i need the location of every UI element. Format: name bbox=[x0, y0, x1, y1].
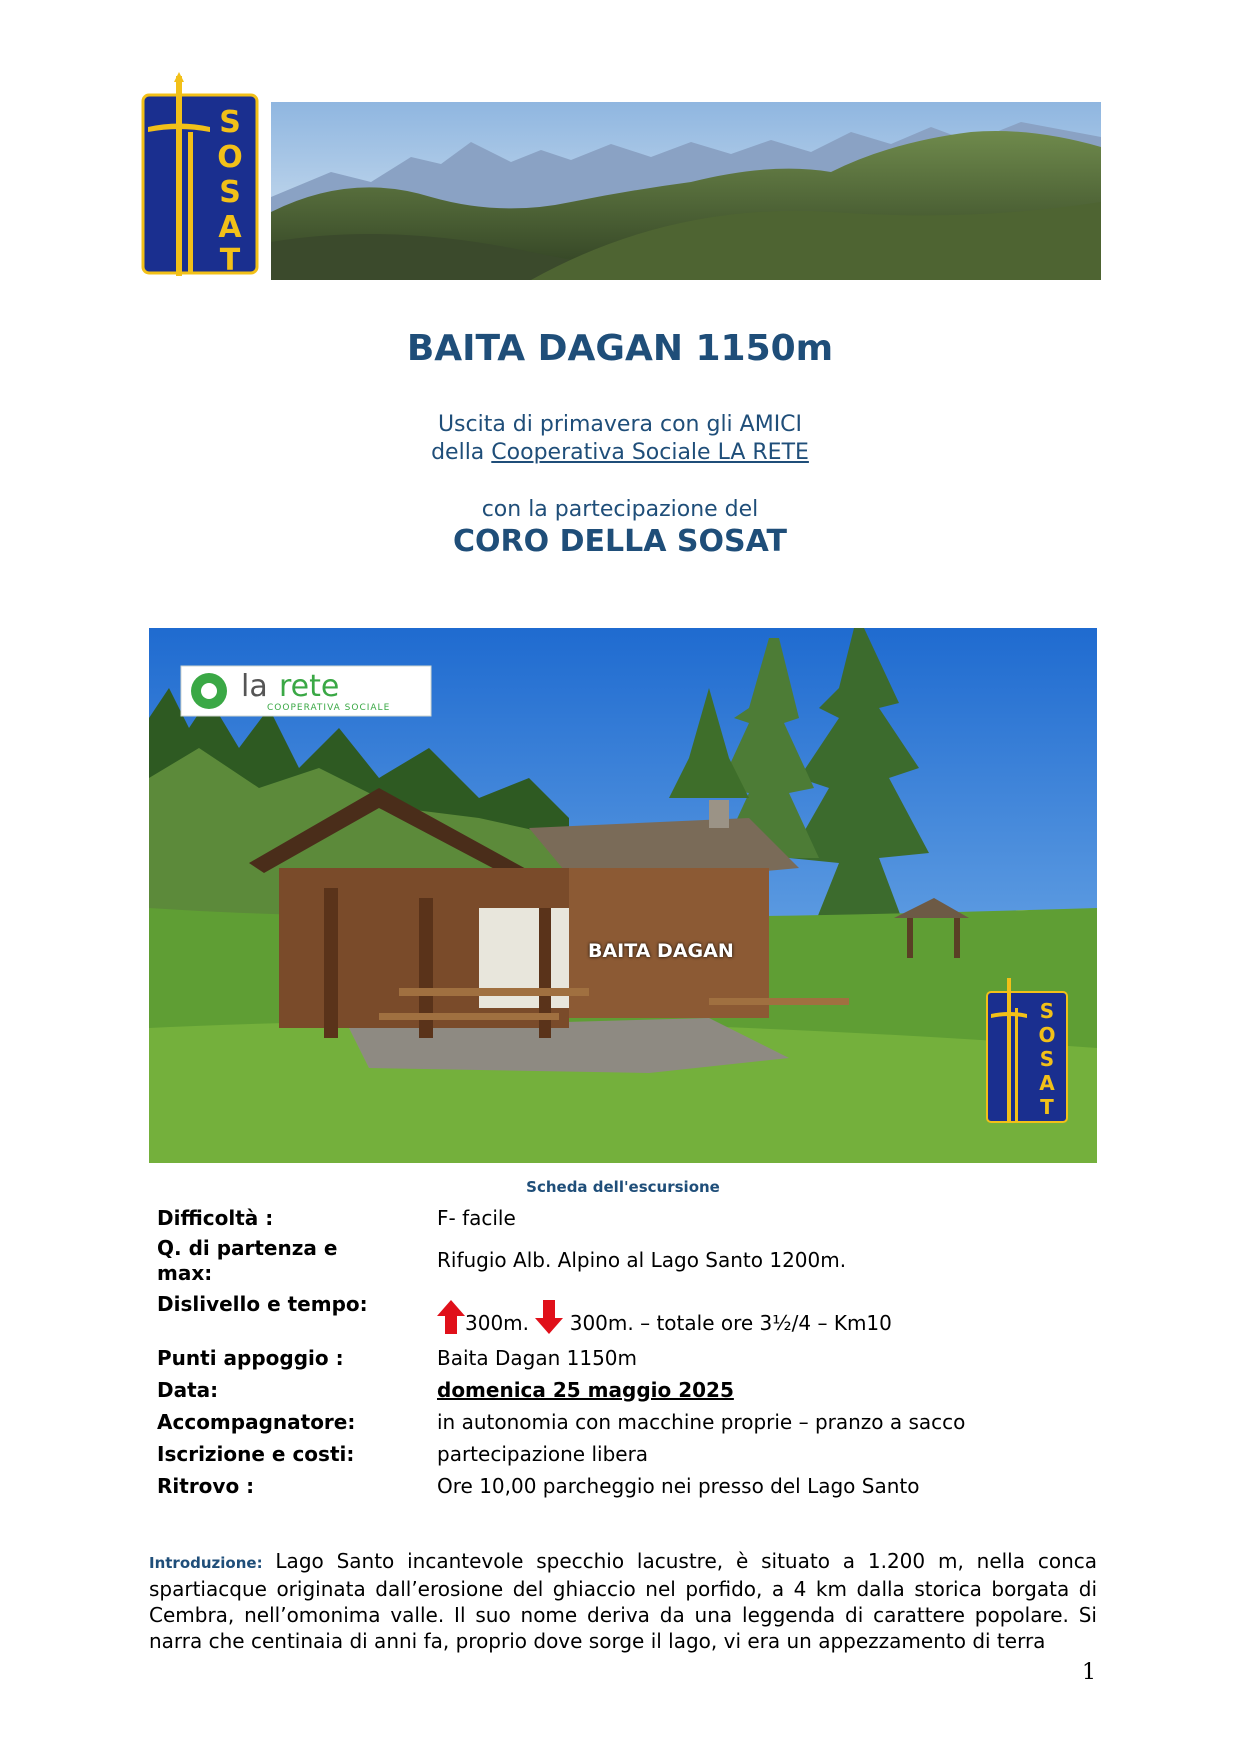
sosat-logo bbox=[140, 72, 260, 276]
info-label: Iscrizione e costi: bbox=[157, 1442, 355, 1466]
page-title: BAITA DAGAN 1150m bbox=[406, 328, 834, 369]
intro-lead: Introduzione: bbox=[149, 1554, 263, 1572]
arrow-up-icon bbox=[437, 1300, 465, 1334]
sosat-photo-logo bbox=[987, 978, 1067, 1123]
svg-text:S: S bbox=[219, 175, 241, 210]
svg-text:A: A bbox=[1039, 1071, 1055, 1095]
info-value: partecipazione libera bbox=[437, 1442, 649, 1466]
subtitle-line3: con la partecipazione del bbox=[481, 497, 759, 522]
info-label: Punti appoggio : bbox=[157, 1346, 344, 1370]
info-label: Difficoltà : bbox=[157, 1206, 274, 1230]
info-label: Data: bbox=[157, 1378, 219, 1402]
caption: Scheda dell'escursione bbox=[526, 1178, 720, 1196]
svg-text:rete: rete bbox=[279, 669, 340, 704]
page-number: 1 bbox=[1082, 1660, 1096, 1685]
info-label: Dislivello e tempo: bbox=[157, 1292, 368, 1316]
svg-text:O: O bbox=[1038, 1023, 1056, 1047]
info-label-line1: Q. di partenza e bbox=[157, 1236, 338, 1260]
info-value: in autonomia con macchine proprie – pranzo a sacco bbox=[437, 1410, 966, 1434]
svg-text:T: T bbox=[219, 243, 241, 276]
info-value: Rifugio Alb. Alpino al Lago Santo 1200m. bbox=[437, 1248, 847, 1272]
subtitle-line2 bbox=[0, 440, 1240, 465]
svg-text:S: S bbox=[219, 105, 241, 140]
photo-label: BAITA DAGAN bbox=[588, 940, 734, 962]
la-rete-logo bbox=[181, 666, 431, 716]
header bbox=[140, 72, 1100, 280]
ascent-value: 300m. bbox=[465, 1311, 530, 1335]
mountain-banner bbox=[271, 102, 1101, 280]
subtitle-line1: Uscita di primavera con gli AMICI bbox=[437, 412, 803, 437]
info-value: Ore 10,00 parcheggio nei presso del Lago Santo bbox=[437, 1474, 920, 1498]
svg-text:S: S bbox=[1039, 999, 1055, 1023]
descent-value: 300m. – totale ore 3½/4 – Km10 bbox=[569, 1311, 892, 1335]
svg-text:O: O bbox=[217, 140, 243, 175]
svg-text:la: la bbox=[241, 669, 268, 704]
intro-text: Lago Santo incantevole specchio lacustre, è situato a 1.200 m, nella conca spartiacque originata dall’erosione del ghiaccio nel porfido, a 4 km dalla storica borgata di Cembra, nell’omonima valle. Il suo nome deriva da una leggenda di carattere popolare. Si narra che centinaia di anni fa, proprio dove sorge il lago, vi era un appezzamento di terra bbox=[149, 1549, 1097, 1653]
info-value: F- facile bbox=[437, 1206, 516, 1230]
info-label bbox=[157, 1236, 427, 1286]
intro-paragraph bbox=[149, 1548, 1097, 1654]
baita-photo bbox=[149, 628, 1097, 1163]
ice-axe-logo-icon bbox=[140, 72, 260, 276]
arrow-down-icon bbox=[535, 1300, 563, 1334]
coro-title: CORO DELLA SOSAT bbox=[453, 524, 787, 559]
svg-text:S: S bbox=[1039, 1047, 1055, 1071]
svg-text:A: A bbox=[218, 210, 242, 245]
cooperativa-link[interactable]: Cooperativa Sociale LA RETE bbox=[491, 440, 809, 465]
info-label: Ritrovo : bbox=[157, 1474, 255, 1498]
info-label: Accompagnatore: bbox=[157, 1410, 356, 1434]
info-value: domenica 25 maggio 2025 bbox=[437, 1378, 734, 1402]
svg-text:T: T bbox=[1040, 1095, 1054, 1119]
info-value bbox=[437, 1300, 1057, 1341]
baita-scene-icon bbox=[149, 628, 1097, 1163]
svg-text:COOPERATIVA SOCIALE: COOPERATIVA SOCIALE bbox=[267, 703, 391, 713]
mountain-panorama-icon bbox=[271, 102, 1101, 280]
subtitle-line2-prefix: della bbox=[431, 440, 492, 465]
info-label-line2: max: bbox=[157, 1261, 213, 1285]
info-value: Baita Dagan 1150m bbox=[437, 1346, 638, 1370]
